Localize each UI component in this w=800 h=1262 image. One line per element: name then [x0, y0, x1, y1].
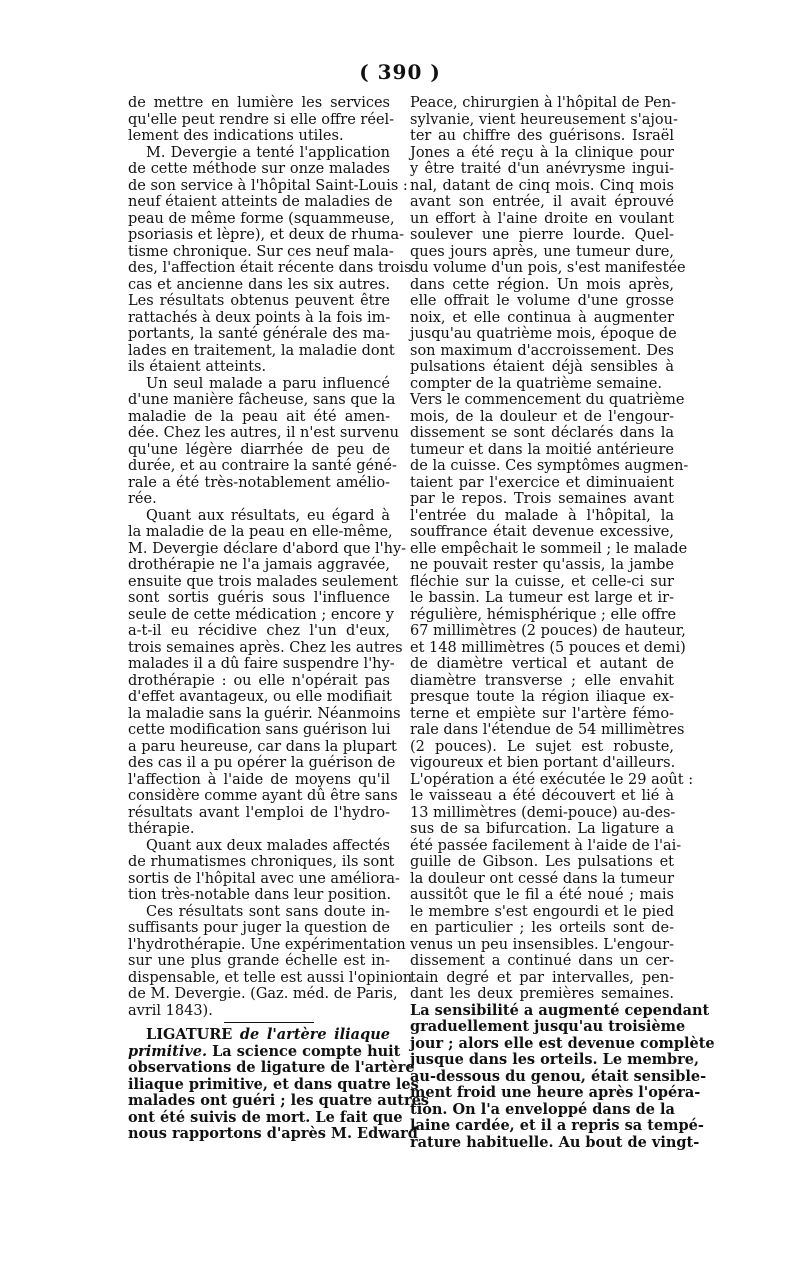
text-line: ensuite que trois malades seulement — [128, 573, 399, 590]
text-line: dispensable, et telle est aussi l'opinion — [128, 969, 413, 986]
text-line: dée. Chez les autres, il n'est survenu — [128, 425, 400, 441]
text-line: tain degré et par intervalles, pen- — [410, 969, 674, 986]
text-line: aussitôt que le fil a été noué ; mais — [410, 887, 674, 903]
text-line: M. Devergie déclare d'abord que l'hy- — [128, 540, 407, 557]
text-line: souffrance était devenue excessive, — [410, 524, 674, 540]
text-line: tisme chronique. Sur ces neuf mala- — [128, 243, 394, 260]
text-line: de diamètre vertical et autant de — [410, 656, 674, 672]
text-line: tion très-notable dans leur position. — [128, 887, 392, 903]
text-line: le bassin. La tumeur est large et ir- — [410, 590, 674, 606]
text-line: Quant aux deux malades affectés — [146, 837, 390, 854]
text-line: M. Devergie a tenté l'application — [146, 144, 390, 161]
text-line: de mettre en lumière les services — [128, 95, 390, 111]
text-line: la maladie sans la guérir. Néanmoins — [128, 705, 401, 722]
text-line: ne pouvait rester qu'assis, la jambe — [410, 557, 674, 573]
text-line: ques jours après, une tumeur dure, — [410, 243, 674, 260]
text-line: observations de ligature de l'artère — [128, 1059, 415, 1076]
text-line: fléchie sur la cuisse, et celle-ci sur — [410, 573, 674, 590]
text-line: ter au chiffre des guérisons. Israël — [410, 128, 674, 144]
text-line: La sensibilité a augmenté cependant — [410, 1001, 710, 1019]
text-line: suffisants pour juger la question de — [128, 920, 390, 936]
text-line: dans cette région. Un mois après, — [410, 276, 674, 293]
section-title: primitive. — [128, 1042, 208, 1060]
text-line: l'affection à l'aide de moyens qu'il — [128, 771, 390, 788]
text-line: peau de même forme (squammeuse, — [128, 210, 395, 227]
text-line: qu'une légère diarrhée de peu de — [128, 441, 390, 458]
text-line: iliaque primitive, et dans quatre les — [128, 1075, 419, 1093]
text-line: la douleur ont cessé dans la tumeur — [410, 870, 674, 887]
text-line: du volume d'un pois, s'est manifestée — [410, 260, 686, 276]
text-line: venus un peu insensibles. L'engour- — [410, 936, 674, 953]
text-line: par le repos. Trois semaines avant — [410, 491, 674, 507]
text-line: la maladie de la peau en elle-même, — [128, 524, 393, 540]
text-line: l'hydrothérapie. Une expérimentation — [128, 936, 406, 953]
text-line: sont sortis guéris sous l'influence — [128, 590, 390, 606]
text-line: seule de cette médication ; encore y — [128, 606, 394, 623]
text-line: sur une plus grande échelle est in- — [128, 953, 390, 969]
text-line: dissement se sont déclarés dans la — [410, 425, 674, 441]
text-line: des, l'affection était récente dans trois — [128, 260, 412, 276]
text-line: dant les deux premières semaines. — [410, 986, 674, 1002]
text-line: nal, datant de cinq mois. Cinq mois — [410, 177, 674, 194]
text-line: lades en traitement, la maladie dont — [128, 342, 395, 359]
text-line: sortis de l'hôpital avec une améliora- — [128, 870, 400, 887]
left-column — [128, 95, 429, 1143]
text-line: graduellement jusqu'au troisième — [410, 1018, 686, 1035]
text-line: thérapie. — [128, 821, 195, 837]
text-line: le vaisseau a été découvert et lié à — [410, 788, 674, 804]
text-line: malades ont guéri ; les quatre autres — [128, 1092, 429, 1109]
text-line: cas et ancienne dans les six autres. — [128, 276, 390, 293]
text-line: résultats avant l'emploi de l'hydro- — [128, 804, 390, 821]
text-line: jour ; alors elle est devenue complète — [410, 1034, 715, 1052]
text-line: sylvanie, vient heureusement s'ajou- — [410, 111, 678, 128]
text-line: rattachés à deux points à la fois im- — [128, 309, 391, 326]
text-line: d'une manière fâcheuse, sans que la — [128, 392, 396, 408]
ligature-heading-line — [128, 1027, 390, 1044]
text-line: psoriasis et lèpre), et deux de rhuma- — [128, 227, 405, 243]
text-line: rature habituelle. Au bout de vingt- — [410, 1133, 700, 1151]
text-line: durée, et au contraire la santé géné- — [128, 458, 397, 474]
text-line: drothérapie : ou elle n'opérait pas — [128, 672, 390, 689]
text-line: en particulier ; les orteils sont de- — [410, 920, 674, 936]
text-line: tumeur et dans la moitié antérieure — [410, 441, 674, 458]
text-line: l'entrée du malade à l'hôpital, la — [410, 507, 674, 524]
text-line: ment froid une heure après l'opéra- — [410, 1084, 701, 1101]
text-line: compter de la quatrième semaine. — [410, 375, 662, 392]
text-line: rale dans l'étendue de 54 millimètres — [410, 722, 685, 738]
text-line: d'effet avantageux, ou elle modifiait — [128, 689, 392, 705]
text-line: au-dessous du genou, était sensible- — [410, 1067, 707, 1085]
text-line: guille de Gibson. Les pulsations et — [410, 854, 674, 870]
text-line: cette modification sans guérison lui — [128, 722, 391, 738]
text-line: régulière, hémisphérique ; elle offre — [410, 606, 677, 623]
text-line: sus de sa bifurcation. La ligature a — [410, 821, 674, 837]
text-line: de rhumatismes chroniques, ils sont — [128, 854, 395, 870]
text-line: rée. — [128, 491, 157, 507]
text-line: le membre s'est engourdi et le pied — [410, 903, 674, 920]
text-line: a-t-il eu récidive chez l'un d'eux, — [128, 623, 390, 639]
text-line: a paru heureuse, car dans la plupart — [128, 738, 397, 755]
text-line: presque toute la région iliaque ex- — [410, 689, 674, 705]
text-line: drothérapie ne l'a jamais aggravée, — [128, 557, 390, 573]
text-line: vigoureux et bien portant d'ailleurs. — [410, 755, 676, 771]
text-line: de son service à l'hôpital Saint-Louis : — [128, 177, 408, 194]
text-line: neuf étaient atteints de maladies de — [128, 194, 393, 210]
page-number: ( 390 ) — [359, 60, 441, 84]
text-line: (2 pouces). Le sujet est robuste, — [410, 738, 674, 755]
right-column — [410, 95, 715, 1151]
text-line: des cas il a pu opérer la guérison de — [128, 755, 396, 771]
text-line: et 148 millimètres (5 pouces et demi) — [410, 639, 686, 656]
text-line: taient par l'exercice et diminuaient — [410, 474, 674, 491]
text-line: malades il a dû faire suspendre l'hy- — [128, 656, 395, 672]
text-line: ont été suivis de mort. Le fait que — [128, 1108, 403, 1126]
text-line: avant son entrée, il avait éprouvé — [410, 194, 674, 210]
text-line: de la cuisse. Ces symptômes augmen- — [410, 458, 689, 474]
text-line: Jones a été reçu à la clinique pour — [410, 144, 674, 161]
text-line: ils étaient atteints. — [128, 359, 267, 375]
text-line: L'opération a été exécutée le 29 août : — [410, 771, 694, 788]
text-line: tion. On l'a enveloppé dans de la — [410, 1100, 675, 1118]
text-line: trois semaines après. Chez les autres — [128, 639, 403, 656]
text-line: jusqu'au quatrième mois, époque de — [410, 326, 677, 342]
text-line: noix, et elle continua à augmenter — [410, 309, 674, 326]
text-line: Un seul malade a paru influencé — [146, 375, 390, 392]
text-line: nous rapportons d'après M. Edward — [128, 1125, 418, 1142]
text-line: diamètre transverse ; elle envahit — [410, 672, 674, 689]
text-line: considère comme ayant dû être sans — [128, 788, 398, 804]
text-line: Ces résultats sont sans doute in- — [146, 903, 390, 920]
text-line: avril 1843). — [128, 1002, 213, 1019]
text-line: rale a été très-notablement amélio- — [128, 474, 390, 491]
text-line: de cette méthode sur onze malades — [128, 161, 390, 177]
text-line: son maximum d'accroissement. Des — [410, 342, 674, 359]
text-line: jusque dans les orteils. Le membre, — [410, 1051, 700, 1068]
text-line: maladie de la peau ait été amen- — [128, 408, 390, 425]
text-line: mois, de la douleur et de l'engour- — [410, 408, 674, 425]
text-line: dissement a continué dans un cer- — [410, 953, 674, 969]
text-line: Vers le commencement du quatrième — [410, 392, 685, 408]
text-line: elle empêchait le sommeil ; le malade — [410, 540, 688, 557]
text-line: 13 millimètres (demi-pouce) au-des- — [410, 804, 676, 821]
text-line: Quant aux résultats, eu égard à — [146, 507, 390, 524]
text-line: qu'elle peut rendre si elle offre réel- — [128, 111, 395, 128]
section-divider — [128, 1019, 390, 1027]
text-line: Peace, chirurgien à l'hôpital de Pen- — [410, 95, 676, 111]
text-line: lement des indications utiles. — [128, 128, 344, 144]
text-line: soulever une pierre lourde. Quel- — [410, 227, 674, 243]
text-line: de M. Devergie. (Gaz. méd. de Paris, — [128, 986, 398, 1002]
text-line: Les résultats obtenus peuvent être — [128, 293, 390, 309]
text-line: 67 millimètres (2 pouces) de hauteur, — [410, 623, 686, 639]
section-heading: LIGATURE — [146, 1026, 233, 1043]
text-line: elle offrait le volume d'une grosse — [410, 293, 674, 309]
section-title: de l'artère iliaque — [239, 1026, 390, 1043]
text-span: La science compte huit — [212, 1042, 401, 1060]
text-line: pulsations étaient déjà sensibles à — [410, 359, 674, 375]
text-line: été passée facilement à l'aide de l'ai- — [410, 837, 682, 854]
text-line: terne et empiète sur l'artère fémo- — [410, 705, 674, 722]
text-line: un effort à l'aine droite en voulant — [410, 210, 674, 227]
text-line: portants, la santé générale des ma- — [128, 326, 390, 342]
text-line: y être traité d'un anévrysme ingui- — [410, 161, 674, 177]
text-line — [128, 1042, 401, 1061]
text-line: laine cardée, et il a repris sa tempé- — [410, 1117, 704, 1134]
